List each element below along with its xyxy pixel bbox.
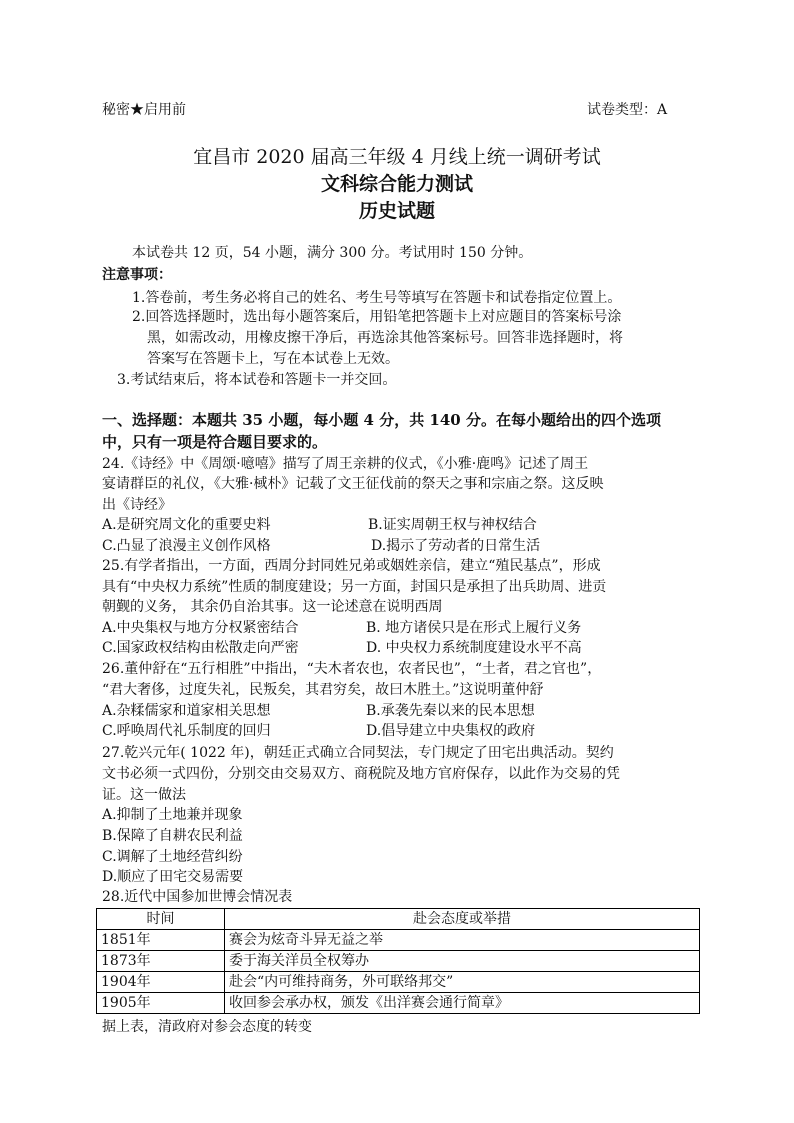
year-cell: 1904年 xyxy=(97,972,225,993)
option-c: C.呼唤周代礼乐制度的回归 xyxy=(102,723,271,739)
question-text: 具有“中央权力系统”性质的制度建设；另一方面，封国只是承担了出兵助周、进贡 xyxy=(102,579,607,595)
question-text: 24.《诗经》中《周颂·噫嘻》描写了周王亲耕的仪式，《小雅·鹿鸣》记述了周王 xyxy=(102,456,589,472)
option-a: A.中央集权与地方分权紧密结合 xyxy=(102,620,299,636)
year-cell: 1851年 xyxy=(97,930,225,951)
exam-title: 宜昌市 2020 届高三年级 4 月线上统一调研考试 xyxy=(193,146,601,168)
subject-title: 文科综合能力测试 xyxy=(320,173,473,195)
year-cell: 1873年 xyxy=(97,951,225,972)
attitude-cell: 赴会“内可维持商务，外可联络邦交” xyxy=(225,972,700,993)
question-text: 宴请群臣的礼仪，《大雅·棫朴》记载了文王征伐前的祭天之事和宗庙之祭。这反映 xyxy=(102,476,604,492)
confidential-label: 秘密★启用前 xyxy=(102,102,186,118)
column-header-attitude: 赴会态度或举措 xyxy=(225,909,700,930)
option-d: D.揭示了劳动者的日常生活 xyxy=(371,538,541,554)
table-header-row xyxy=(97,909,700,930)
option-c: C.凸显了浪漫主义创作风格 xyxy=(102,538,271,554)
option-b: B.证实周朝王权与神权结合 xyxy=(368,517,537,533)
note-line: 黑，如需改动，用橡皮擦干净后，再选涂其他答案标号。回答非选择题时，将 xyxy=(147,330,623,346)
question-text: 证。这一做法 xyxy=(102,787,186,803)
note-line: 3.考试结束后，将本试卷和答题卡一并交回。 xyxy=(117,372,397,388)
attitude-cell: 赛会为炫奇斗异无益之举 xyxy=(225,930,700,951)
table-caption: 28.近代中国参加世博会情况表 xyxy=(102,889,293,905)
option-b: B.保障了自耕农民利益 xyxy=(102,828,243,844)
option-b: B. 地方诸侯只是在形式上履行义务 xyxy=(366,620,582,636)
option-d: D. 中央权力系统制度建设水平不高 xyxy=(366,640,582,656)
expo-table xyxy=(96,908,700,1014)
notes-heading: 注意事项： xyxy=(102,267,172,283)
question-text: 朝觐的义务， 其余仍自治其事。这一论述意在说明西周 xyxy=(102,599,443,615)
table-row xyxy=(97,951,700,972)
section-title: 历史试题 xyxy=(358,200,435,222)
table-row xyxy=(97,930,700,951)
note-line: 答案写在答题卡上，写在本试卷上无效。 xyxy=(147,351,399,367)
question-text: 26.董仲舒在“五行相胜”中指出，“夫木者农也，农者民也”，“土者，君之官也”， xyxy=(102,661,602,677)
question-text: 文书必须一式四份，分别交由交易双方、商税院及地方官府保存，以此作为交易的凭 xyxy=(102,766,620,782)
paper-type-label: 试卷类型：A xyxy=(587,102,668,118)
option-a: A.是研究周文化的重要史料 xyxy=(102,517,271,533)
option-a: A.抑制了土地兼并现象 xyxy=(102,807,243,823)
question-text: 27.乾兴元年( 1022 年)，朝廷正式确立合同契法，专门规定了田宅出典活动。契约 xyxy=(102,745,614,761)
option-b: B.承袭先秦以来的民本思想 xyxy=(366,703,535,719)
option-d: D.倡导建立中央集权的政府 xyxy=(366,723,536,739)
option-a: A.杂糅儒家和道家相关思想 xyxy=(102,703,271,719)
option-c: C.调解了土地经营纠纷 xyxy=(102,849,243,865)
question-text: 出《诗经》 xyxy=(102,497,172,513)
section-heading: 中，只有一项是符合题目要求的。 xyxy=(102,433,328,451)
table-row xyxy=(97,972,700,993)
year-cell: 1905年 xyxy=(97,993,225,1014)
exam-intro: 本试卷共 12 页，54 小题，满分 300 分。考试用时 150 分钟。 xyxy=(132,245,533,261)
attitude-cell: 委于海关洋员全权筹办 xyxy=(225,951,700,972)
option-d: D.顺应了田宅交易需要 xyxy=(102,869,244,885)
attitude-cell: 收回参会承办权，颁发《出洋赛会通行简章》 xyxy=(225,993,700,1014)
section-heading: 一、选择题：本题共 35 小题，每小题 4 分，共 140 分。在每小题给出的四个选项 xyxy=(102,411,661,429)
question-text: 25.有学者指出，一方面，西周分封同姓兄弟或姻姓亲信，建立“殖民基点”，形成 xyxy=(102,558,601,574)
column-header-time: 时间 xyxy=(97,909,225,930)
option-c: C.国家政权结构由松散走向严密 xyxy=(102,640,299,656)
question-text: “君大奢侈，过度失礼，民叛矣，其君穷矣，故曰木胜土。”这说明董仲舒 xyxy=(102,682,544,698)
note-line: 2.回答选择题时，选出每小题答案后，用铅笔把答题卡上对应题目的答案标号涂 xyxy=(132,309,622,325)
question-text: 据上表，清政府对参会态度的转变 xyxy=(102,1019,312,1035)
note-line: 1.答卷前，考生务必将自己的姓名、考生号等填写在答题卡和试卷指定位置上。 xyxy=(132,290,622,306)
table-row xyxy=(97,993,700,1014)
